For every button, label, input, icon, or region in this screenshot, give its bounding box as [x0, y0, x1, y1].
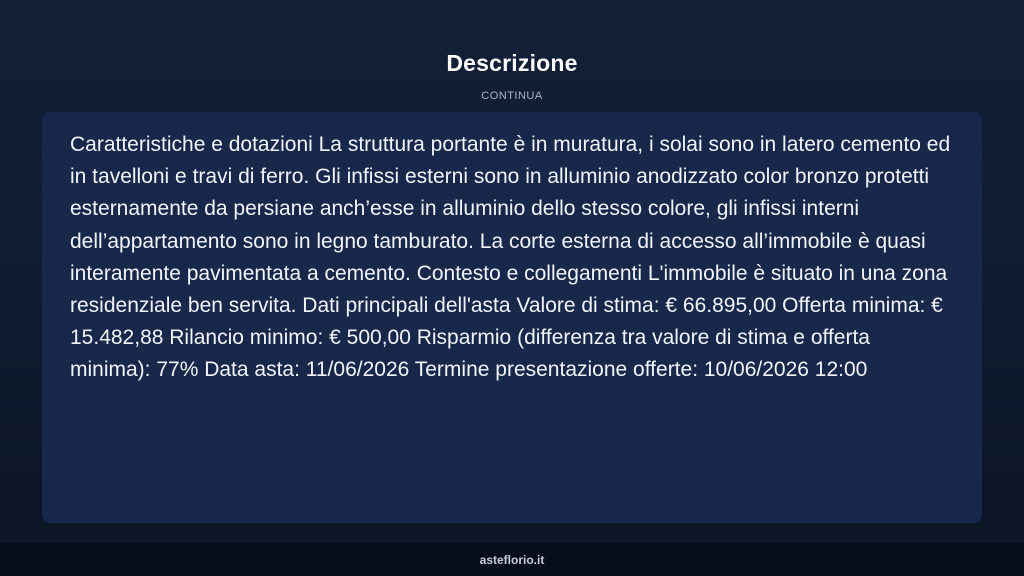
footer-bar [0, 543, 1024, 576]
footer-brand: asteflorio.it [479, 553, 545, 567]
description-card [42, 112, 982, 523]
description-text: Caratteristiche e dotazioni La struttura portante è in muratura, i solai sono in latero cemento ed in tavelloni e travi di ferro. Gli infissi esterni sono in alluminio anodizzato color bronzo protetti esternamente da persiane anch’esse in alluminio dello stesso colore, gli infissi interni dell’appartamento sono in legno tamburato. La corte esterna di accesso all’immobile è quasi interamente pavimentata a cemento. Contesto e collegamenti L'immobile è situato in una zona residenziale ben servita. Dati principali dell'asta Valore di stima: € 66.895,00 Offerta minima: € 15.482,88 Rilancio minimo: € 500,00 Risparmio (differenza tra valore di stima e offerta minima): 77% Data asta: 11/06/2026 Termine presentazione offerte: 10/06/2026 12:00 [70, 133, 951, 382]
page-subtitle: CONTINUA [481, 90, 543, 102]
page-title: Descrizione [446, 50, 578, 76]
